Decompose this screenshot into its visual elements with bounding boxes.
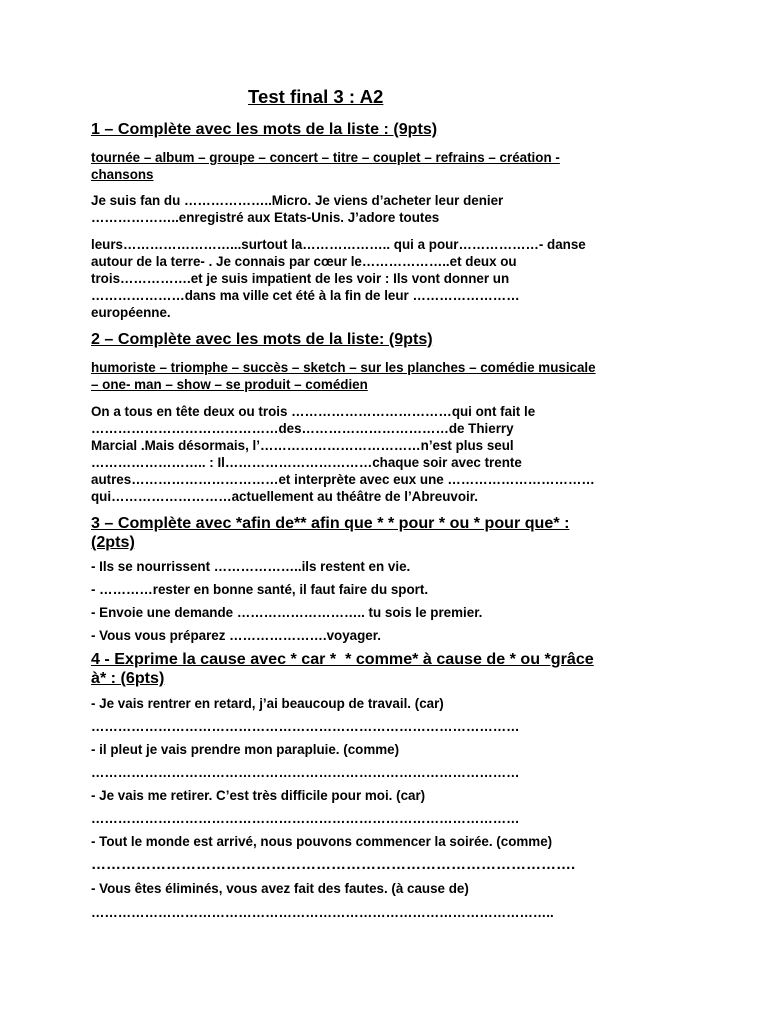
section-4-answer-line: ………………………………………………………………………………………….. bbox=[91, 905, 554, 920]
section-1-text-line: ………………..enregistré aux Etats-Unis. J’adore toutes bbox=[91, 210, 440, 225]
section-3-heading: (2pts) bbox=[91, 533, 135, 551]
section-3-item: - …………rester en bonne santé, il faut faire du sport. bbox=[91, 582, 429, 597]
section-4-answer-line: ……………………………………………………………………………………. bbox=[91, 856, 576, 873]
section-2-text-line: ……………………………………des……………………………de Thierry bbox=[91, 421, 514, 436]
section-4-answer-line: …………………………………………………………………………………… bbox=[91, 719, 520, 734]
section-4-question: - Je vais rentrer en retard, j’ai beaucoup de travail. (car) bbox=[91, 696, 444, 711]
section-3-item: - Envoie une demande ……………………….. tu sois le premier. bbox=[91, 605, 483, 620]
section-4-question: - Vous êtes éliminés, vous avez fait des fautes. (à cause de) bbox=[91, 881, 469, 896]
section-2-heading: 2 – Complète avec les mots de la liste: (9pts) bbox=[91, 330, 433, 348]
section-4-answer-line: …………………………………………………………………………………… bbox=[91, 811, 520, 826]
section-4-heading: à* : (6pts) bbox=[91, 669, 165, 687]
section-4-question: - Je vais me retirer. C’est très difficile pour moi. (car) bbox=[91, 788, 426, 803]
section-2-word-list: – one- man – show – se produit – comédien bbox=[91, 377, 368, 392]
section-4-question: - il pleut je vais prendre mon parapluie. (comme) bbox=[91, 742, 400, 757]
section-4-question: - Tout le monde est arrivé, nous pouvons commencer la soirée. (comme) bbox=[91, 834, 553, 849]
section-2-word-list: humoriste – triomphe – succès – sketch – sur les planches – comédie musicale bbox=[91, 360, 596, 375]
section-1-heading: 1 – Complète avec les mots de la liste : (9pts) bbox=[91, 120, 438, 138]
section-1-text-line: leurs……………………...surtout la……………….. qui a pour………………- danse bbox=[91, 237, 586, 252]
section-3-item: - Vous vous préparez ………………….voyager. bbox=[91, 628, 381, 643]
section-1-text-line: Je suis fan du ………………..Micro. Je viens d’acheter leur denier bbox=[91, 193, 504, 208]
section-4-answer-line: …………………………………………………………………………………… bbox=[91, 765, 520, 780]
section-1-word-list: tournée – album – groupe – concert – titre – couplet – refrains – création - bbox=[91, 150, 560, 165]
section-1-text-line: …………………dans ma ville cet été à la fin de leur …………………… bbox=[91, 288, 520, 303]
section-2-text-line: …………………….. : Il……………………………chaque soir avec trente bbox=[91, 455, 522, 470]
section-3-heading: 3 – Complète avec *afin de** afin que * * pour * ou * pour que* : bbox=[91, 514, 570, 532]
section-2-text-line: qui………………………actuellement au théâtre de l’Abreuvoir. bbox=[91, 489, 478, 504]
section-1-text-line: autour de la terre- . Je connais par cœur le………………..et deux ou bbox=[91, 254, 517, 269]
section-2-text-line: On a tous en tête deux ou trois ………………………………qui ont fait le bbox=[91, 404, 536, 419]
page-title: Test final 3 : A2 bbox=[248, 86, 384, 107]
section-2-text-line: autres……………………………et interprète avec eux une …………………………… bbox=[91, 472, 595, 487]
section-2-text-line: Marcial .Mais désormais, l’………………………………n’est plus seul bbox=[91, 438, 514, 453]
section-1-word-list: chansons bbox=[91, 167, 154, 182]
section-4-heading: 4 - Exprime la cause avec * car * * comme* à cause de * ou *grâce bbox=[91, 650, 594, 668]
section-1-text-line: européenne. bbox=[91, 305, 171, 320]
section-3-item: - Ils se nourrissent ………………..ils restent en vie. bbox=[91, 559, 411, 574]
section-1-text-line: trois…………….et je suis impatient de les voir : Ils vont donner un bbox=[91, 271, 510, 286]
